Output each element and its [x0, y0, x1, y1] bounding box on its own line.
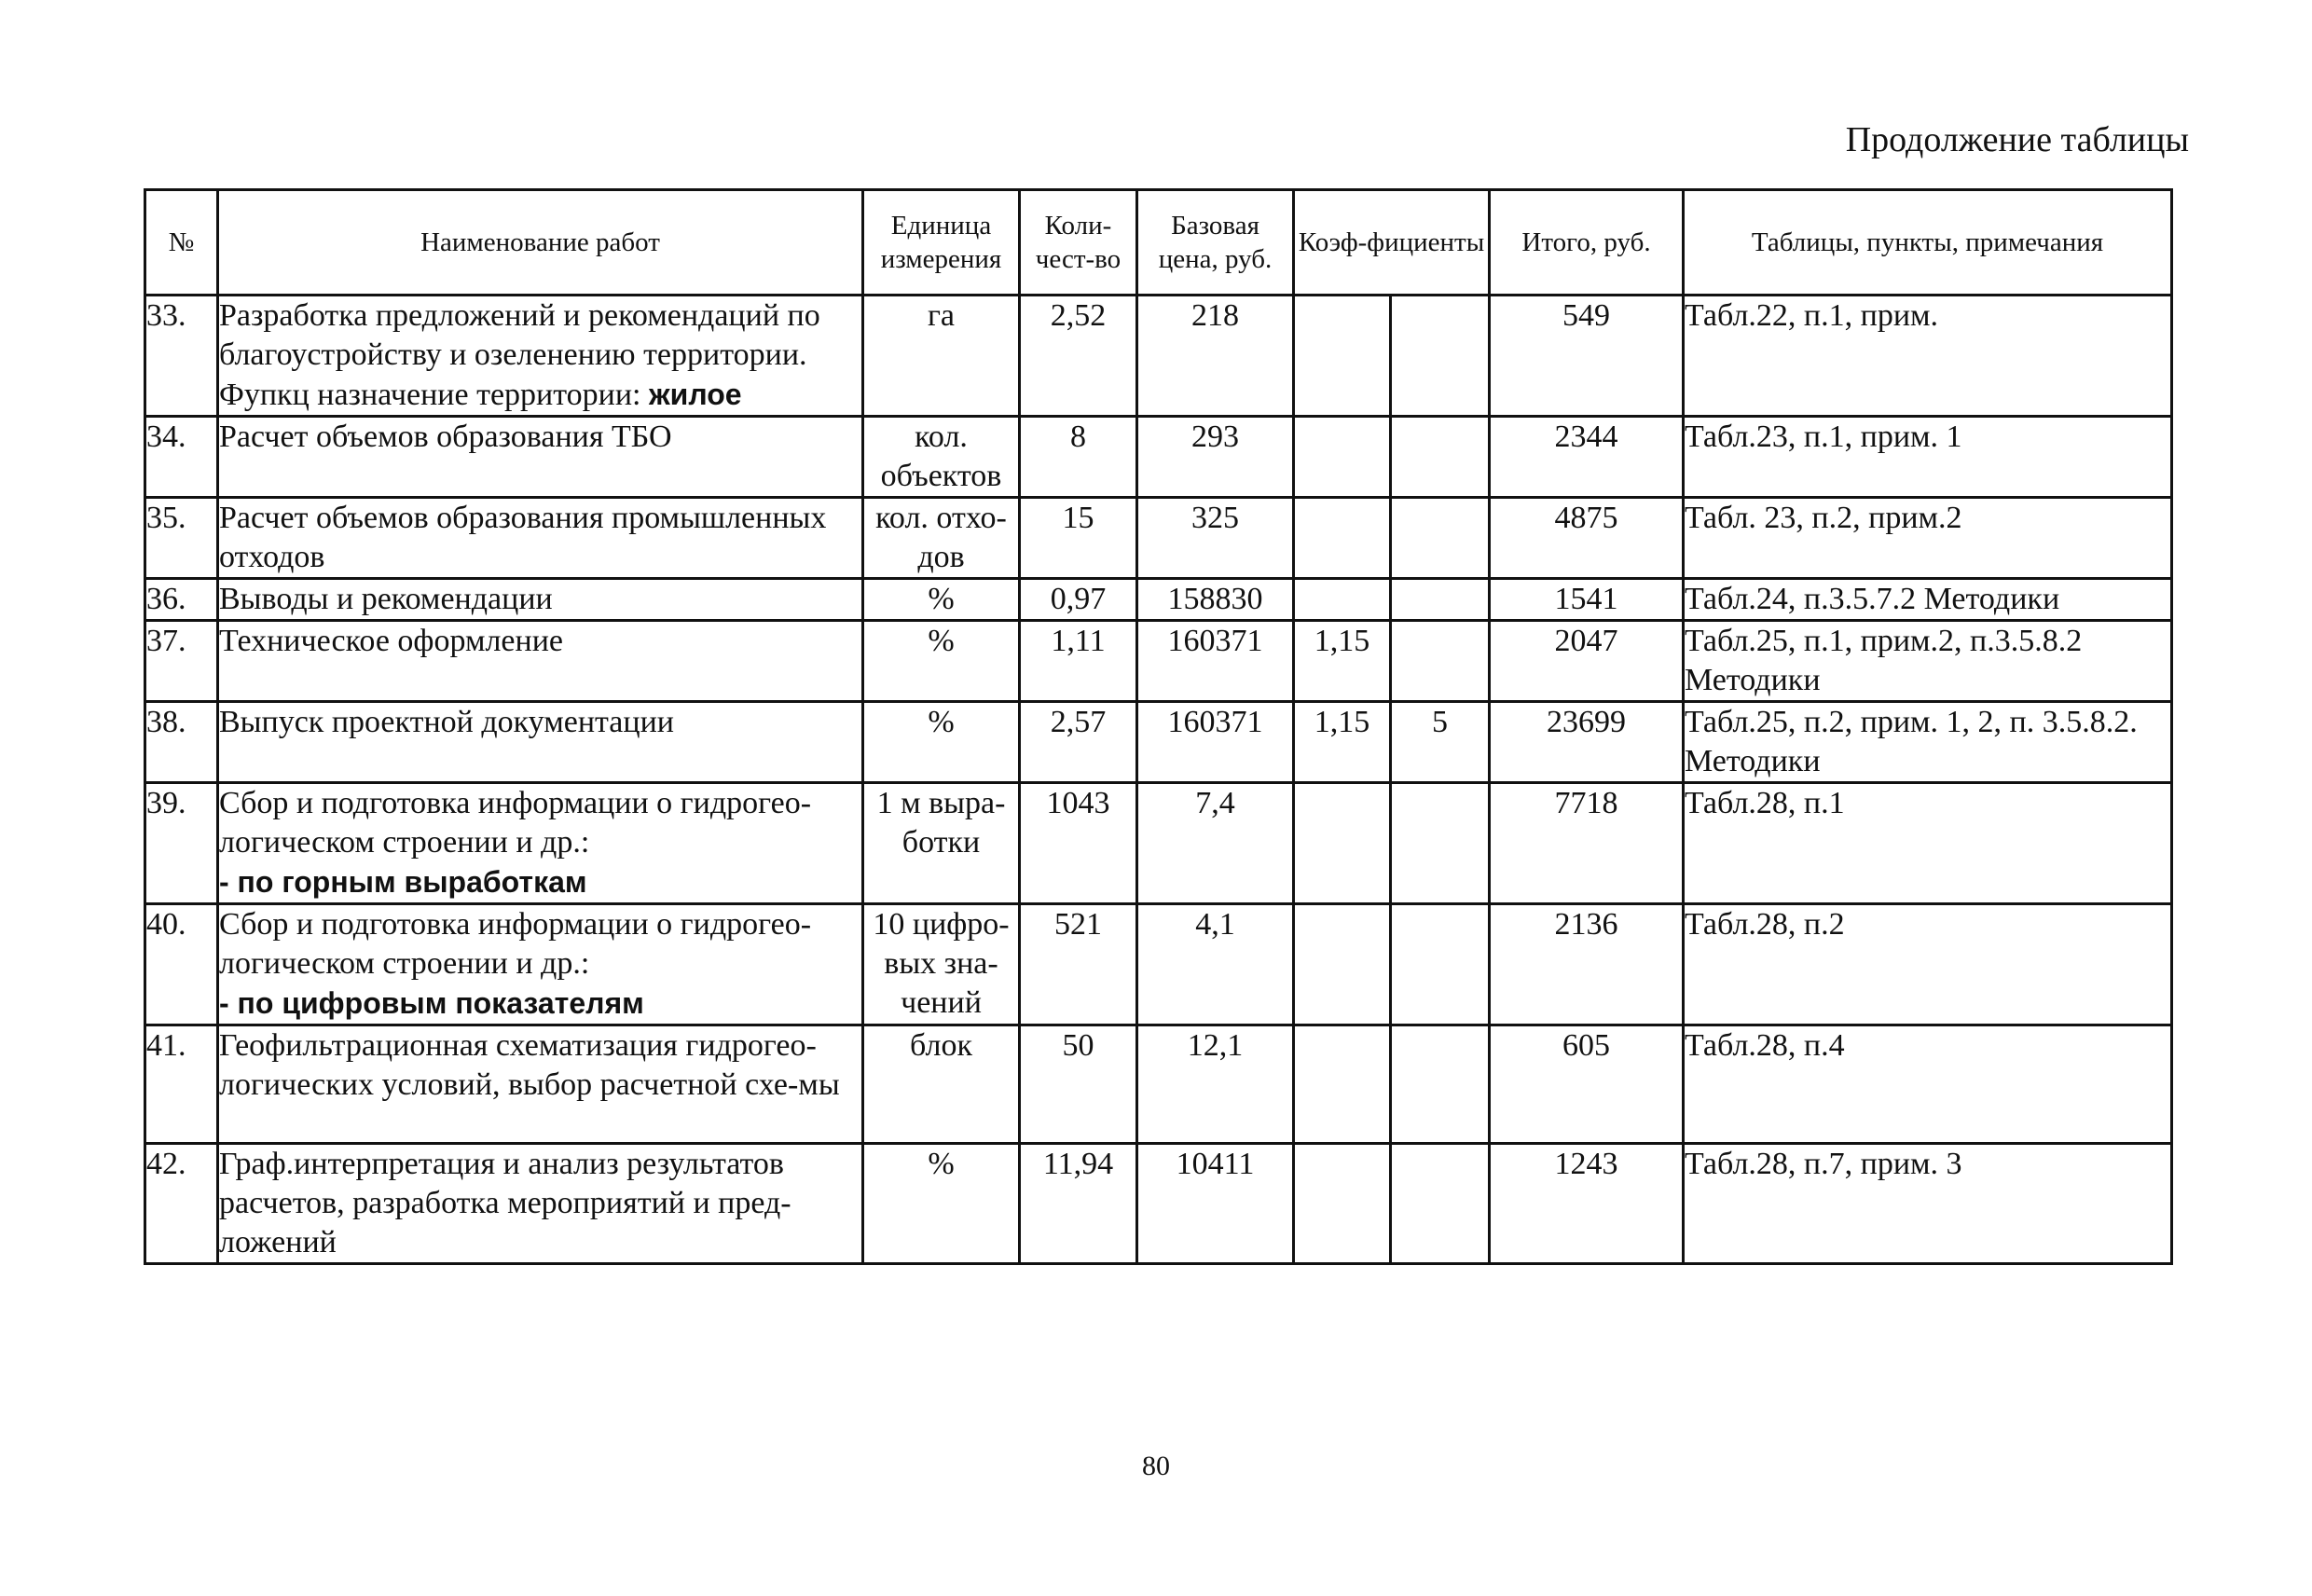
table-row: [145, 904, 2172, 1025]
table-row: [145, 1025, 2172, 1144]
row-unit: %: [863, 1144, 1020, 1264]
row-name-emphasis: - по цифровым показателям: [219, 986, 644, 1020]
row-name-emphasis: жилое: [648, 378, 742, 411]
row-unit: га: [863, 296, 1020, 417]
row-coef-2: [1391, 1144, 1490, 1264]
header-qty: Коли-чест-во: [1020, 190, 1137, 296]
row-name: Выпуск проектной документации: [218, 702, 863, 783]
row-qty: 1,11: [1020, 621, 1137, 702]
row-coef-1: [1294, 904, 1391, 1025]
row-qty: 2,52: [1020, 296, 1137, 417]
table-row: [145, 783, 2172, 904]
row-notes: Табл.23, п.1, прим. 1: [1684, 417, 2172, 498]
row-coef-1: [1294, 296, 1391, 417]
row-total: 7718: [1490, 783, 1684, 904]
header-unit: Единица измерения: [863, 190, 1020, 296]
row-qty: 15: [1020, 498, 1137, 579]
table-row: [145, 417, 2172, 498]
row-unit: %: [863, 579, 1020, 621]
row-total: 2344: [1490, 417, 1684, 498]
row-coef-2: [1391, 904, 1490, 1025]
row-num: 42.: [145, 1144, 218, 1264]
row-price: 160371: [1137, 702, 1294, 783]
table-row: [145, 1144, 2172, 1264]
row-notes: Табл.25, п.2, прим. 1, 2, п. 3.5.8.2. Методики: [1684, 702, 2172, 783]
row-coef-1: [1294, 417, 1391, 498]
row-coef-2: [1391, 498, 1490, 579]
row-unit: кол. объектов: [863, 417, 1020, 498]
row-unit: %: [863, 702, 1020, 783]
row-name-text: Сбор и подготовка информации о гидрогео-логическом строении и др.:: [219, 907, 812, 981]
row-notes: Табл.22, п.1, прим.: [1684, 296, 2172, 417]
row-price: 325: [1137, 498, 1294, 579]
row-qty: 50: [1020, 1025, 1137, 1144]
row-total: 605: [1490, 1025, 1684, 1144]
header-notes: Таблицы, пункты, примечания: [1684, 190, 2172, 296]
row-notes: Табл.24, п.3.5.7.2 Методики: [1684, 579, 2172, 621]
row-coef-2: [1391, 417, 1490, 498]
table-row: [145, 498, 2172, 579]
row-name: Граф.интерпретация и анализ результатов расчетов, разработка мероприятий и пред-ложений: [218, 1144, 863, 1264]
works-table: [144, 188, 2173, 1265]
row-unit: 1 м выра-ботки: [863, 783, 1020, 904]
table-row: [145, 702, 2172, 783]
row-qty: 521: [1020, 904, 1137, 1025]
row-qty: 0,97: [1020, 579, 1137, 621]
row-num: 41.: [145, 1025, 218, 1144]
row-unit: блок: [863, 1025, 1020, 1144]
row-name-emphasis: - по горным выработкам: [219, 865, 587, 899]
row-coef-1: [1294, 579, 1391, 621]
row-name: Расчет объемов образования промышленных отходов: [218, 498, 863, 579]
row-coef-1: [1294, 1025, 1391, 1144]
row-unit: %: [863, 621, 1020, 702]
row-total: 1243: [1490, 1144, 1684, 1264]
row-coef-2: [1391, 783, 1490, 904]
row-num: 39.: [145, 783, 218, 904]
row-qty: 1043: [1020, 783, 1137, 904]
row-name: Расчет объемов образования ТБО: [218, 417, 863, 498]
row-name: [218, 783, 863, 904]
row-num: 34.: [145, 417, 218, 498]
row-name: [218, 296, 863, 417]
row-coef-2: [1391, 621, 1490, 702]
header-num: №: [145, 190, 218, 296]
row-num: 33.: [145, 296, 218, 417]
header-coefficients: Коэф-фициенты: [1294, 190, 1490, 296]
table-row: [145, 621, 2172, 702]
row-num: 36.: [145, 579, 218, 621]
row-price: 7,4: [1137, 783, 1294, 904]
row-coef-1: [1294, 498, 1391, 579]
row-notes: Табл.28, п.7, прим. 3: [1684, 1144, 2172, 1264]
row-coef-1: 1,15: [1294, 702, 1391, 783]
row-num: 40.: [145, 904, 218, 1025]
row-price: 160371: [1137, 621, 1294, 702]
row-name: Выводы и рекомендации: [218, 579, 863, 621]
row-total: 2047: [1490, 621, 1684, 702]
row-qty: 2,57: [1020, 702, 1137, 783]
header-name: Наименование работ: [218, 190, 863, 296]
row-num: 35.: [145, 498, 218, 579]
continuation-label: Продолжение таблицы: [1845, 120, 2189, 159]
row-name-text: Сбор и подготовка информации о гидрогео-логическом строении и др.:: [219, 786, 812, 860]
row-price: 158830: [1137, 579, 1294, 621]
row-qty: 8: [1020, 417, 1137, 498]
row-notes: Табл.25, п.1, прим.2, п.3.5.8.2 Методики: [1684, 621, 2172, 702]
row-total: 549: [1490, 296, 1684, 417]
row-coef-2: [1391, 579, 1490, 621]
row-name: Техническое оформление: [218, 621, 863, 702]
row-total: 23699: [1490, 702, 1684, 783]
row-price: 293: [1137, 417, 1294, 498]
row-notes: Табл.28, п.2: [1684, 904, 2172, 1025]
row-notes: Табл. 23, п.2, прим.2: [1684, 498, 2172, 579]
row-unit: 10 цифро-вых зна-чений: [863, 904, 1020, 1025]
row-total: 2136: [1490, 904, 1684, 1025]
row-coef-2: [1391, 296, 1490, 417]
table-header-row: [145, 190, 2172, 296]
row-coef-2: 5: [1391, 702, 1490, 783]
table-row: [145, 296, 2172, 417]
row-notes: Табл.28, п.1: [1684, 783, 2172, 904]
row-notes: Табл.28, п.4: [1684, 1025, 2172, 1144]
row-total: 4875: [1490, 498, 1684, 579]
row-coef-2: [1391, 1025, 1490, 1144]
row-num: 38.: [145, 702, 218, 783]
row-coef-1: [1294, 1144, 1391, 1264]
row-unit: кол. отхо-дов: [863, 498, 1020, 579]
row-name-text: Разработка предложений и рекомендаций по благоустройству и озеленению территории. Фупкц назначение территории:: [219, 298, 820, 412]
row-coef-1: 1,15: [1294, 621, 1391, 702]
header-price: Базовая цена, руб.: [1137, 190, 1294, 296]
row-price: 12,1: [1137, 1025, 1294, 1144]
page-number: 80: [1142, 1451, 1170, 1481]
row-price: 10411: [1137, 1144, 1294, 1264]
row-coef-1: [1294, 783, 1391, 904]
row-price: 218: [1137, 296, 1294, 417]
table-row: [145, 579, 2172, 621]
row-name: [218, 904, 863, 1025]
row-total: 1541: [1490, 579, 1684, 621]
row-num: 37.: [145, 621, 218, 702]
header-total: Итого, руб.: [1490, 190, 1684, 296]
row-price: 4,1: [1137, 904, 1294, 1025]
row-qty: 11,94: [1020, 1144, 1137, 1264]
row-name: Геофильтрационная схематизация гидрогео-логических условий, выбор расчетной схе-мы: [218, 1025, 863, 1144]
